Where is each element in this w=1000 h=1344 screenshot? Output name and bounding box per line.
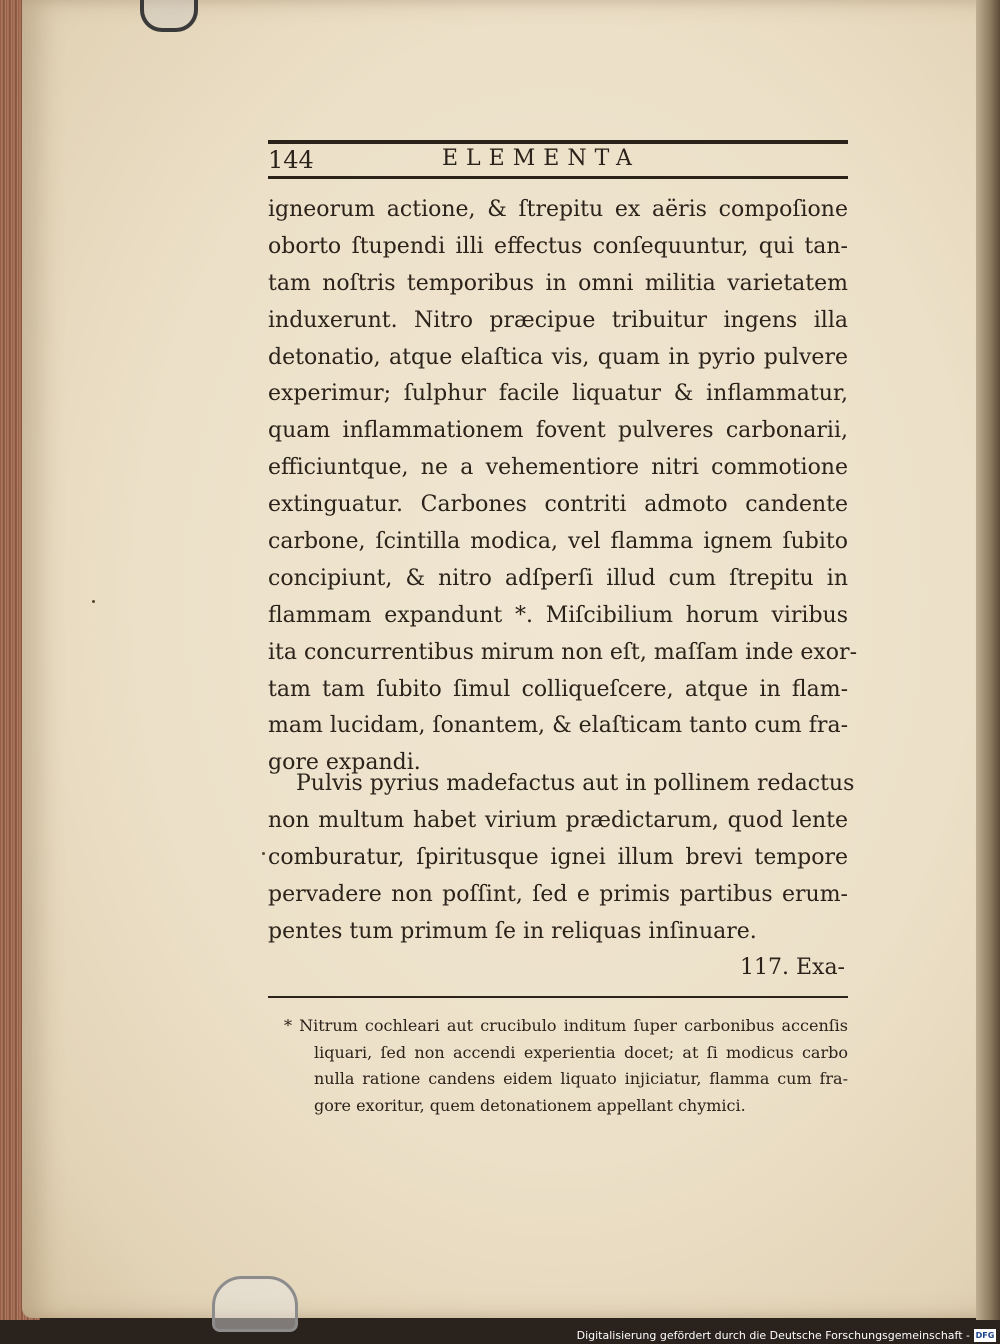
text-line: detonatio, atque elaſtica vis, quam in pyrio pulvere bbox=[268, 344, 848, 370]
digitization-credit: Digitalisierung gefördert durch die Deutsche Forschungsgemeinschaft - bbox=[576, 1329, 970, 1342]
text-line: tam noſtris temporibus in omni militia varietatem bbox=[268, 270, 848, 296]
text-line: mam lucidam, ſonantem, & elaſticam tanto cum fra- bbox=[268, 713, 848, 739]
binding-shadow bbox=[976, 0, 1000, 1320]
text-line: extinguatur. Carbones contriti admoto candente bbox=[268, 492, 848, 518]
text-line: non multum habet virium prædictarum, quod lente bbox=[268, 807, 848, 833]
text-line: quam inflammationem fovent pulveres carbonarii, bbox=[268, 418, 848, 444]
footnote-line: gore exoritur, quem detonationem appellant chymici. bbox=[314, 1095, 746, 1115]
text-line: pentes tum primum ſe in reliquas inſinuare. bbox=[268, 918, 757, 944]
paper-speck bbox=[262, 852, 265, 855]
footnote bbox=[284, 1013, 848, 1119]
page-clip-bottom bbox=[212, 1276, 298, 1332]
running-head bbox=[268, 144, 848, 176]
text-line: comburatur, ſpiritusque ignei illum brevi tempore bbox=[268, 844, 848, 870]
text-line: ita concurrentibus mirum non eſt, maſſam inde exor- bbox=[268, 639, 858, 665]
footnote-line: nulla ratione candens eidem liquato injiciatur, flamma cum fra- bbox=[314, 1069, 848, 1088]
text-line: oborto ſtupendi illi effectus conſequuntur, qui tan- bbox=[268, 233, 848, 259]
header-underline bbox=[268, 176, 848, 179]
page-number: 144 bbox=[268, 146, 314, 174]
text-line: induxerunt. Nitro præcipue tribuitur ingens illa bbox=[268, 307, 848, 333]
text-line: gore expandi. bbox=[268, 750, 421, 776]
dfg-logo: DFG bbox=[975, 1331, 995, 1340]
footnote-line: liquari, ſed non accendi experientia docet; at ſi modicus carbo bbox=[314, 1042, 848, 1062]
body-paragraph-1 bbox=[268, 192, 858, 782]
body-paragraph-2 bbox=[268, 766, 855, 950]
text-line: pervadere non poſſint, ſed e primis partibus erum- bbox=[268, 881, 848, 907]
running-title: ELEMENTA bbox=[442, 146, 640, 171]
paper-speck bbox=[92, 600, 95, 603]
footnote-rule bbox=[268, 996, 848, 998]
text-line: carbone, ſcintilla modica, vel flamma ignem ſubito bbox=[268, 529, 848, 555]
page-clip-top bbox=[140, 0, 198, 32]
text-line: flammam expandunt *. Miſcibilium horum viribus bbox=[268, 602, 848, 628]
text-line: concipiunt, & nitro adſperſi illud cum ſtrepitu in bbox=[268, 565, 848, 591]
text-line: experimur; ſulphur facile liquatur & inflammatur, bbox=[268, 381, 848, 407]
catchword: 117. Exa- bbox=[740, 955, 845, 980]
text-line: igneorum actione, & ſtrepitu ex aëris compoſione bbox=[268, 197, 848, 222]
text-line: Pulvis pyrius madefactus aut in pollinem redactus bbox=[296, 771, 855, 796]
text-line: efficiuntque, ne a vehementiore nitri commotione bbox=[268, 455, 848, 481]
text-line: tam tam ſubito ſimul colliqueſcere, atque in flam- bbox=[268, 676, 848, 702]
footnote-line: * Nitrum cochleari aut crucibulo inditum ſuper carbonibus accenſis bbox=[284, 1016, 848, 1035]
